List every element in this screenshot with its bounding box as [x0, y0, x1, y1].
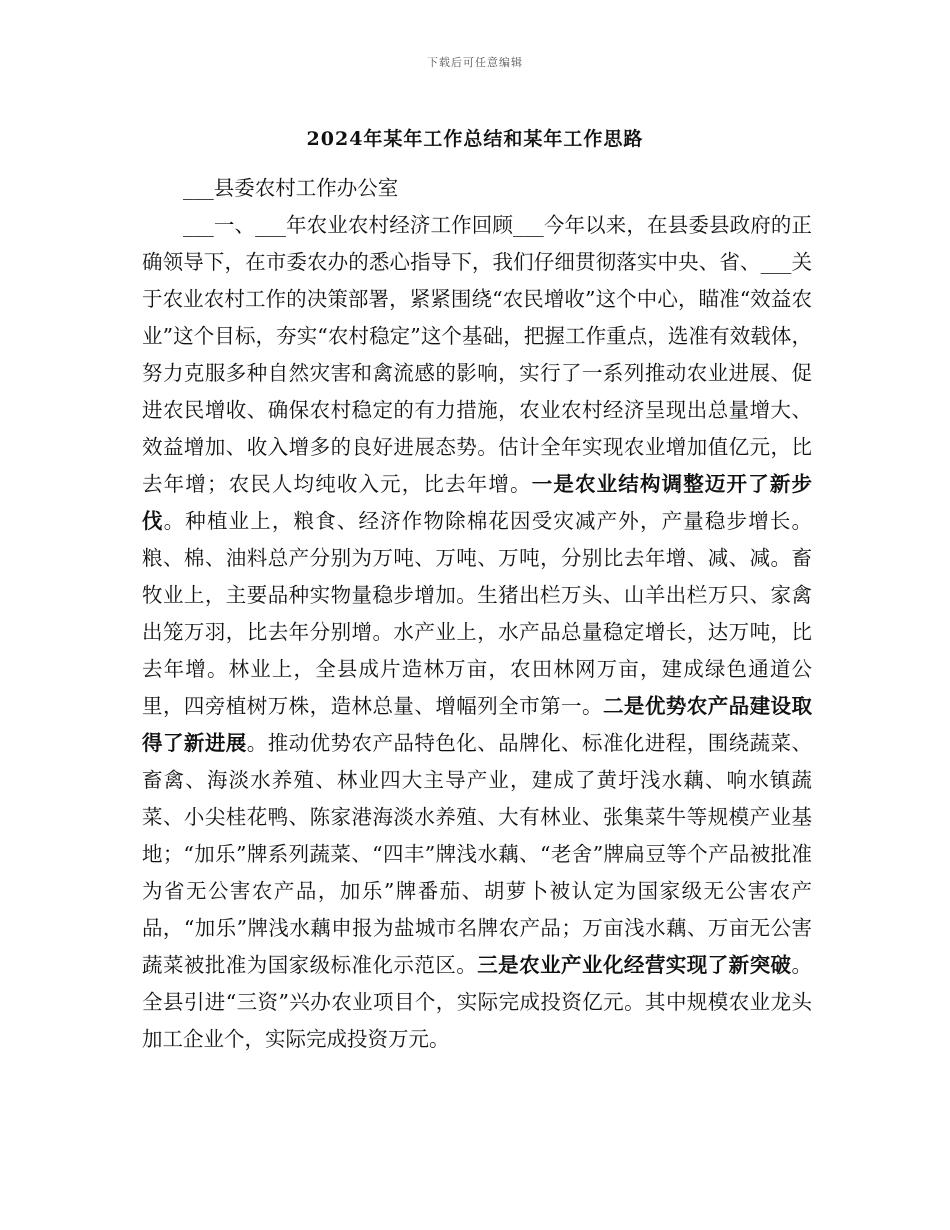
section-heading-3: 三是农业产业化经营实现了新突破: [477, 953, 792, 977]
body-paragraph: [142, 207, 812, 1058]
text-segment: 。全县引进“三资”兴办农业项目个，实际完成投资亿元。其中规模农业龙头加工企业个，实际完成投资万元。: [142, 953, 813, 1051]
text-segment: ___一、___年农业农村经济工作回顾___今年以来，在县委县政府的正确领导下，在市委农办的悉心指导下，我们仔细贯彻落实中央、省、___关于农业农村工作的决策部署，紧紧围绕“农民增收”这个中心，瞄准“效益农业”这个目标，夯实“农村稳定”这个基础，把握工作重点，选准有效载体，努力克服多种自然灾害和禽流感的影响，实行了一系列推动农业进展、促进农民增收、确保农村稳定的有力措施，农业农村经济呈现出总量增大、效益增加、收入增多的良好进展态势。估计全年实现农业增加值亿元，比去年增；农民人均纯收入元，比去年增。: [142, 213, 812, 496]
document-title: 2024年某年工作总结和某年工作思路: [306, 128, 644, 150]
document-body: [142, 170, 812, 1058]
text-segment: 。推动优势农产品特色化、品牌化、标准化进程，围绕蔬菜、畜禽、海淡水养殖、林业四大主导产业，建成了黄圩浅水藕、响水镇蔬菜、小尖桂花鸭、陈家港海淡水养殖、大有林业、张集菜牛等规模产业基地；“加乐”牌系列蔬菜、“四丰”牌浅水藕、“老舍”牌扁豆等个产品被批准为省无公害农产品，加乐”牌番茄、胡萝卜被认定为国家级无公害农产品，“加乐”牌浅水藕申报为盐城市名牌农产品；万亩浅水藕、万亩无公害蔬菜被批准为国家级标准化示范区。: [142, 731, 813, 977]
section-heading-2: 二是优势农产品建设取得了新进展: [142, 694, 813, 755]
org-line: ___县委农村工作办公室: [183, 176, 399, 200]
section-heading-1: 一是农业结构调整迈开了新步伐: [142, 472, 813, 533]
page-header-note: 下载后可任意编辑: [427, 56, 523, 69]
text-segment: 。种植业上，粮食、经济作物除棉花因受灾减产外，产量稳步增长。粮、棉、油料总产分别为万吨、万吨、万吨，分别比去年增、减、减。畜牧业上，主要品种实物量稳步增加。生猪出栏万头、山羊出栏万只、家禽出笼万羽，比去年分别增。水产业上，水产品总量稳定增长，达万吨，比去年增。林业上，全县成片造林万亩，农田林网万亩，建成绿色通道公里，四旁植树万株，造林总量、增幅列全市第一。: [142, 509, 813, 718]
